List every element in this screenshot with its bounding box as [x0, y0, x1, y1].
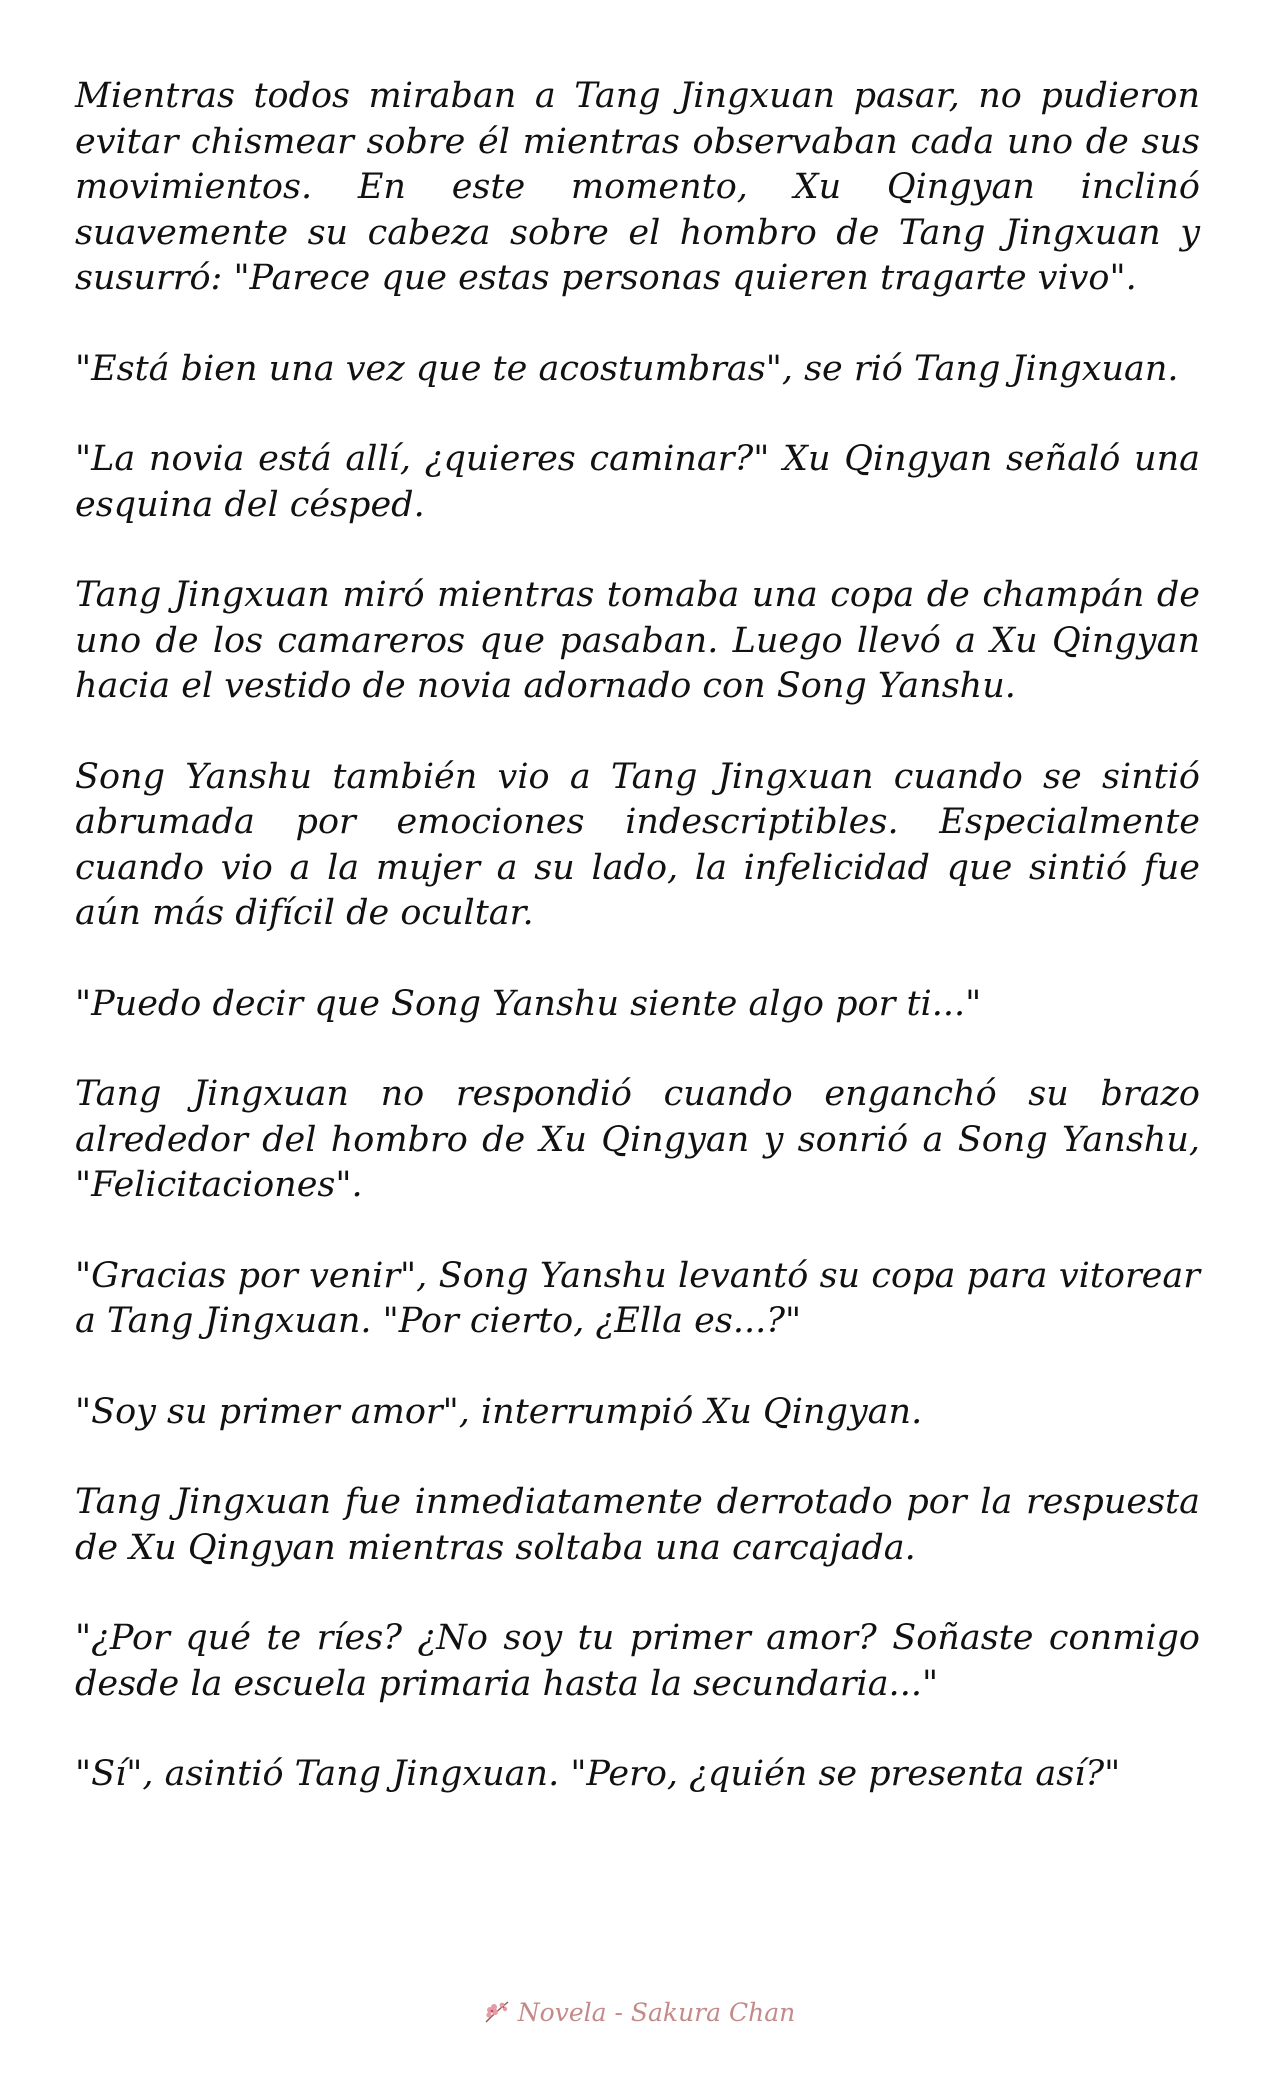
paragraph-9: "Soy su primer amor", interrumpió Xu Qingyan. — [75, 1391, 923, 1432]
story-text — [75, 74, 1200, 1843]
paragraph-8: "Gracias por venir", Song Yanshu levantó su copa para vitorear a Tang Jingxuan. "Por cierto, ¿Ella es...?" — [75, 1255, 1200, 1341]
paragraph-10: Tang Jingxuan fue inmediatamente derrotado por la respuesta de Xu Qingyan mientras soltaba una carcajada. — [75, 1482, 1200, 1568]
paragraph-3: "La novia está allí, ¿quieres caminar?" Xu Qingyan señaló una esquina del césped. — [75, 439, 1200, 525]
paragraph-1: Mientras todos miraban a Tang Jingxuan pasar, no pudieron evitar chismear sobre él mientras observaban cada uno de sus movimientos. En este momento, Xu Qingyan inclinó suavemente su cabeza sobre el hombro de Tang Jingxuan y susurró: "Parece que estas personas quieren tragarte vivo". — [75, 76, 1200, 298]
paragraph-5: Song Yanshu también vio a Tang Jingxuan cuando se sintió abrumada por emociones indescriptibles. Especialmente cuando vio a la mujer a su lado, la infelicidad que sintió fue aún más difícil de ocultar. — [75, 756, 1200, 933]
paragraph-6: "Puedo decir que Song Yanshu siente algo por ti..." — [75, 983, 982, 1024]
paragraph-7: Tang Jingxuan no respondió cuando enganchó su brazo alrededor del hombro de Xu Qingyan y sonrió a Song Yanshu, "Felicitaciones". — [75, 1074, 1200, 1205]
paragraph-11: "¿Por qué te ríes? ¿No soy tu primer amor? Soñaste conmigo desde la escuela primaria hasta la secundaria..." — [75, 1618, 1200, 1704]
watermark-footer — [0, 1992, 1275, 2032]
paragraph-4: Tang Jingxuan miró mientras tomaba una copa de champán de uno de los camareros que pasaban. Luego llevó a Xu Qingyan hacia el vestido de novia adornado con Song Yanshu. — [75, 575, 1200, 706]
paragraph-2: "Está bien una vez que te acostumbras", se rió Tang Jingxuan. — [75, 348, 1179, 389]
cherry-blossom-icon — [480, 1996, 512, 2028]
watermark-text: Novela - Sakura Chan — [517, 1997, 796, 2027]
paragraph-12: "Sí", asintió Tang Jingxuan. "Pero, ¿quién se presenta así?" — [75, 1754, 1121, 1794]
